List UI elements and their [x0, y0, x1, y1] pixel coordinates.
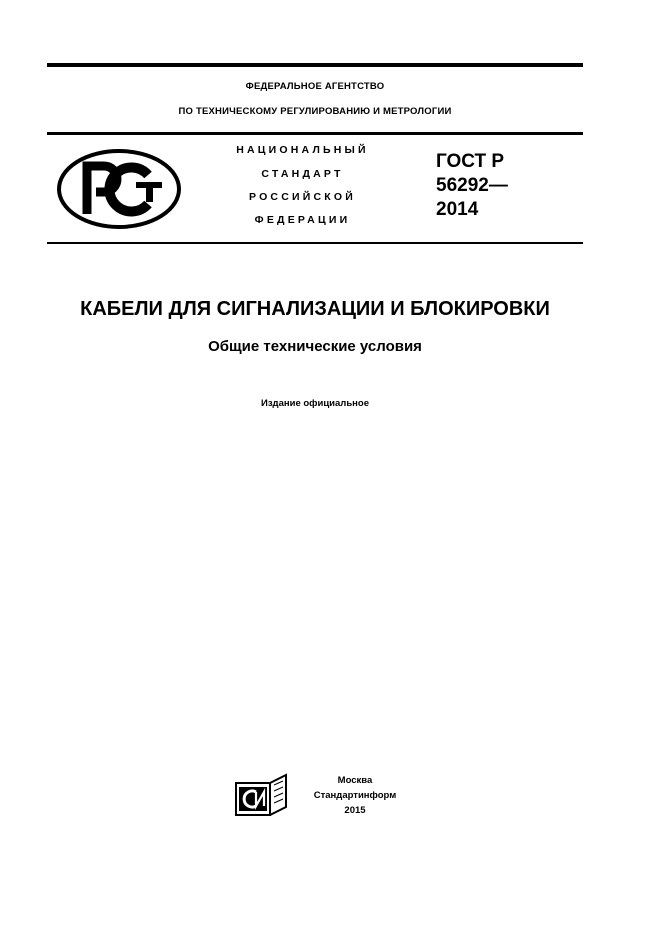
gost-line-2: 56292— [436, 175, 508, 196]
gost-number [436, 150, 508, 222]
gost-line-3: 2014 [436, 199, 479, 220]
top-rule [47, 63, 583, 67]
middle-rule [47, 132, 583, 135]
rst-mark-icon [56, 148, 182, 230]
publisher-name: Стандартинформ [313, 790, 397, 801]
gost-line-1: ГОСТ Р [436, 151, 505, 172]
national-label-2: СТАНДАРТ [261, 168, 344, 180]
national-label-1: НАЦИОНАЛЬНЫЙ [236, 144, 369, 156]
publisher-year: 2015 [344, 805, 366, 816]
edition-label: Издание официальное [261, 398, 369, 409]
document-subtitle: Общие технические условия [208, 338, 422, 355]
agency-line-1: ФЕДЕРАЛЬНОЕ АГЕНТСТВО [245, 81, 385, 92]
standartinform-logo-icon [234, 773, 288, 817]
bottom-rule [47, 242, 583, 244]
national-label-4: ФЕДЕРАЦИИ [254, 214, 351, 226]
publisher-city: Москва [337, 775, 373, 786]
document-title: КАБЕЛИ ДЛЯ СИГНАЛИЗАЦИИ И БЛОКИРОВКИ [80, 298, 550, 320]
agency-line-2: ПО ТЕХНИЧЕСКОМУ РЕГУЛИРОВАНИЮ И МЕТРОЛОГИИ [178, 106, 452, 117]
national-label-3: РОССИЙСКОЙ [249, 191, 356, 203]
